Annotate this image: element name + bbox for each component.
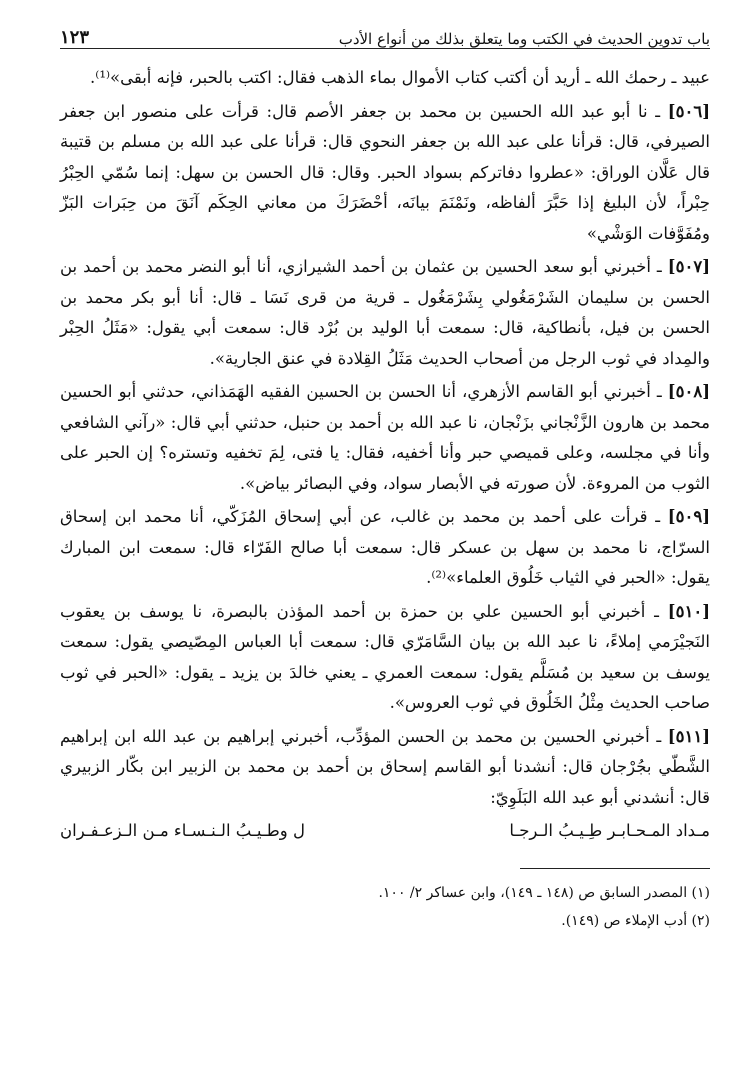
poetry-verse bbox=[60, 816, 710, 846]
paragraph bbox=[60, 597, 710, 719]
hadith-number: [٥١١] bbox=[667, 726, 710, 746]
paragraph bbox=[60, 252, 710, 374]
hadith-number: [٥٠٨] bbox=[667, 382, 710, 401]
hadith-number: [٥١٠] bbox=[667, 601, 710, 621]
hadith-number: [٥٠٧] bbox=[667, 257, 710, 276]
hadith-number: [٥٠٩] bbox=[667, 507, 710, 526]
footnote-divider bbox=[520, 868, 710, 869]
paragraph-text: ـ أخبرني الحسين بن محمد بن الحسن المؤدِّب، أخبرني إبراهيم بن عبد الله ابن إبراهيم الشَّطّي بجُرْجان قال: أنشدنا أبو القاسم إسحاق بن أحمد بن محمد بن الزبير ابن بكّار الزبيري قال: أنشدني أبو عبد الله البَلَوِيّ: bbox=[60, 726, 710, 807]
main-text bbox=[60, 63, 710, 813]
paragraph bbox=[60, 97, 710, 250]
footnote: (٢) أدب الإملاء ص (١٤٩). bbox=[561, 913, 710, 929]
hadith-number: [٥٠٦] bbox=[667, 101, 710, 121]
running-title: باب تدوين الحديث في الكتب وما يتعلق بذلك من أنواع الأدب bbox=[338, 30, 710, 48]
running-header bbox=[60, 20, 710, 49]
footnotes bbox=[60, 879, 710, 935]
paragraph bbox=[60, 722, 710, 814]
page-number: ١٢٣ bbox=[60, 27, 90, 48]
footnote: (١) المصدر السابق ص (١٤٨ ـ ١٤٩)، وابن عساكر ٢/ ١٠٠. bbox=[378, 885, 710, 901]
paragraph-text: ـ أخبرني أبو الحسين علي بن حمزة بن أحمد المؤذن بالبصرة، نا يوسف بن يعقوب النَجيْرَمي إملاءً، نا عبد الله بن بيان السَّامَرّي قال: سمعت أبا العباس المِصّيصي يقول: سمعت يوسف بن سعيد بن مُسَلَّم يقول: سمعت العمري ـ يعني خالدَ بن يزيد ـ يقول: «الحبر في ثوب صاحب الحديث مِثْلُ الخَلُوق في ثوب العروس». bbox=[60, 601, 710, 712]
paragraph-text: ـ أخبرني أبو القاسم الأزهري، أنا الحسن بن الحسين الفقيه الهَمَذاني، حدثني أبو الحسين محمد بن هارون الزَّنْجاني بزَنْجان، نا عبد الله بن أحمد بن حنبل، حدثني أبي قال: «رآني الشافعي وأنا في مجلسه، وعلى قميصي حبر وأنا أخفيه، فقال: يا فتى، لِمَ تخفيه وتستره؟ إن الحبر على الثوب من المروءة. لأن صورته في الأبصار سواد، وفي البصائر بياض». bbox=[60, 382, 710, 493]
paragraph bbox=[60, 502, 710, 594]
verse-first-hemistich: مـداد المـحـابـر طِـيـبُ الـرجـا bbox=[509, 821, 710, 840]
paragraph-text: ـ قرأت على أحمد بن محمد بن غالب، عن أبي إسحاق المُزَكّي، أنا محمد ابن إسحاق السرّاج، نا محمد بن سهل بن عسكر قال: سمعت أبا صالح الفَرّاء قال: سمعت ابن المبارك يقول: «الحبر في الثياب خَلُوق العلماء»⁽²⁾. bbox=[60, 507, 710, 587]
verse-second-hemistich: ل وطـيـبُ الـنـسـاء مـن الـزعـفـران bbox=[60, 821, 305, 840]
paragraph bbox=[60, 377, 710, 499]
paragraph-text: ـ أخبرني أبو سعد الحسين بن عثمان بن أحمد الشيرازي، أنا أبو النضر محمد بن أحمد بن الحسن بن سليمان الشَرْمَغُولي بِشَرْمَغُول ـ قرية من قرى نَسَا ـ قال: أنا أبو بكر محمد بن الحسن بن فيل، بأنطاكية، قال: سمعت أبا الوليد بن بُرْد قال: سمعت أبي يقول: «مَثَلُ الحِبْر والمِداد في ثوب الرجل من أصحاب الحديث مَثَلُ القِلادة في عنق الجارية». bbox=[60, 257, 710, 368]
paragraph-text: ـ نا أبو عبد الله الحسين بن محمد بن جعفر الأصم قال: قرأت على منصور ابن جعفر الصيرفي، قال: قرأنا على عبد الله بن جعفر النحوي قال: قرأنا على عبد الله بن مسلم بن قتيبة قال عَلَّان الوراق: «عطروا دفاتركم بسواد الحبر. وقال: قال الحسن بن سهل: إنما سُمّي الحِبْرُ حِبْراً، لأن البليغ إذا حَبَّرَ ألفاظه، ونَمْنَمَ بيانَه، أحْضَرَكَ من معاني الحِكَم آنَقَ من حِبَرات البَزّ ومُفَوَّفات الوَشْي» bbox=[60, 101, 710, 243]
paragraph: عبيد ـ رحمك الله ـ أريد أن أكتب كتاب الأموال بماء الذهب فقال: اكتب بالحبر، فإنه أبقى»⁽¹⁾. bbox=[90, 68, 710, 87]
page bbox=[60, 20, 710, 1070]
